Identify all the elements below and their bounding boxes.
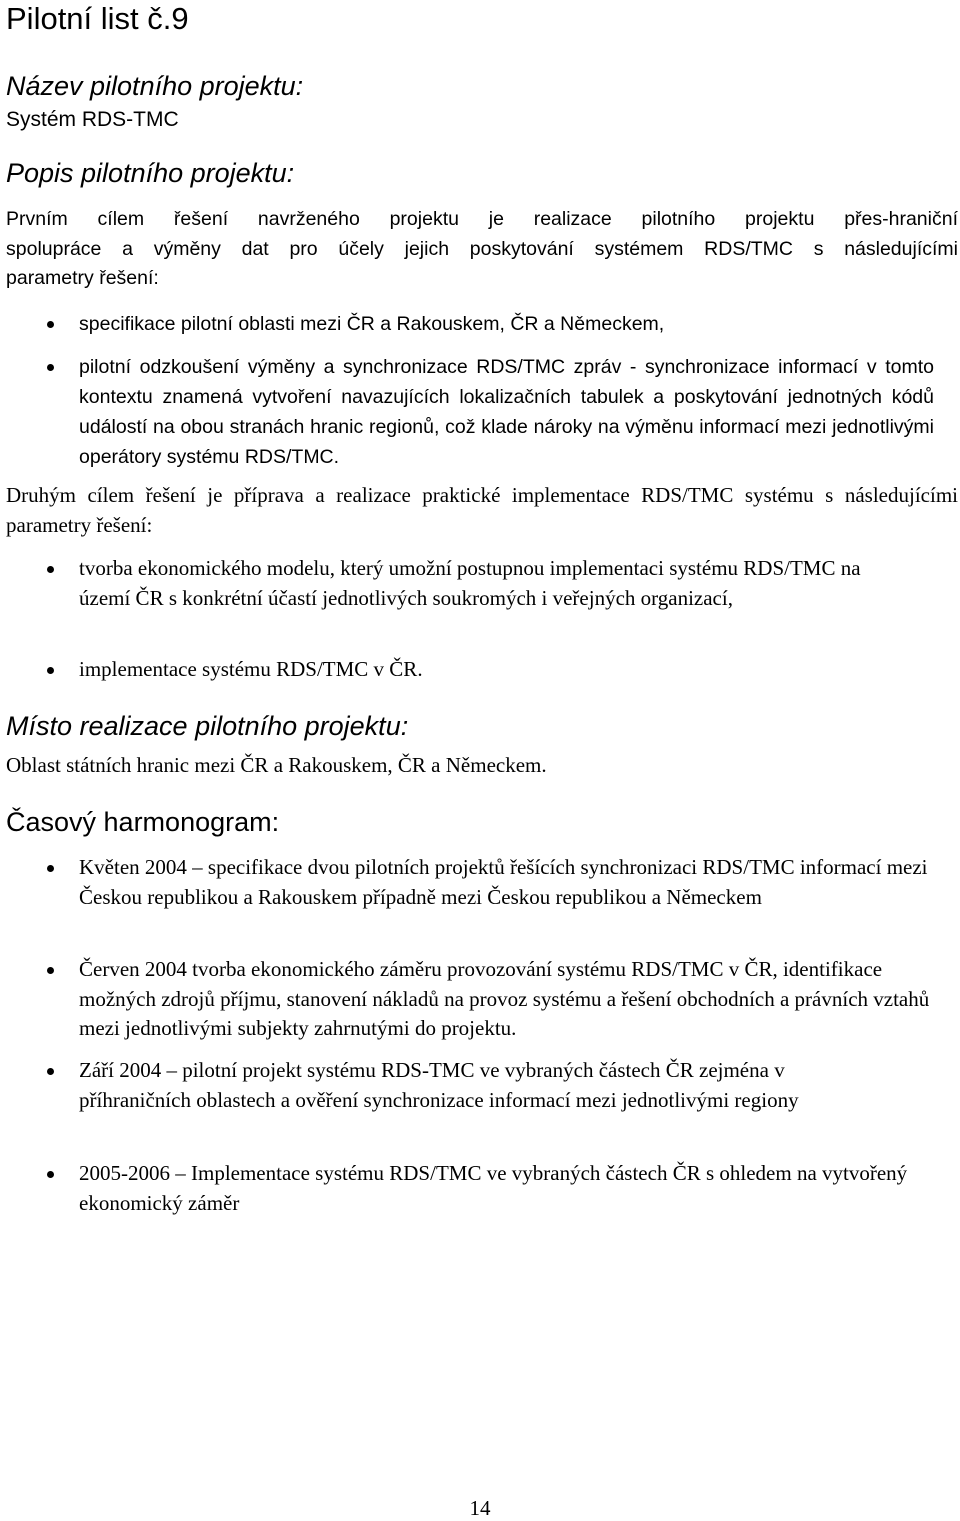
location-heading: Místo realizace pilotního projektu: (6, 711, 409, 741)
bullet-icon (47, 865, 54, 872)
intro-line-2: spolupráce a výměny dat pro účely jejich poskytování systémem RDS/TMC s následujícími (6, 237, 958, 260)
second-goal-paragraph: Druhým cílem řešení je příprava a realizace praktické implementace RDS/TMC systému s následujícími parametry řešení: (6, 483, 958, 537)
second-goal-item-2: implementace systému RDS/TMC v ČR. (79, 657, 423, 681)
bullet-icon (47, 667, 54, 674)
schedule-heading: Časový harmonogram: (6, 807, 280, 837)
bullet-icon (47, 1068, 54, 1075)
first-goal-intro (6, 205, 958, 294)
project-name-value: Systém RDS-TMC (6, 108, 179, 131)
second-goal-item-1: tvorba ekonomického modelu, který umožní postupnou implementaci systému RDS/TMC na území ČR s konkrétní účastí jednotlivých soukromých i veřejných organizací, (79, 556, 861, 610)
list-item (79, 1056, 899, 1115)
list-item (79, 955, 941, 1044)
schedule-item-1: Květen 2004 – specifikace dvou pilotních projektů řešících synchronizaci RDS/TMC informací mezi Českou republikou a Rakouskem případně mezi Českou republikou a Německem (79, 855, 928, 909)
location-value: Oblast státních hranic mezi ČR a Rakouskem, ČR a Německem. (6, 753, 547, 777)
list-item (79, 853, 944, 912)
bullet-icon (47, 967, 54, 974)
bullet-icon (47, 566, 54, 573)
page-number: 14 (469, 1496, 491, 1520)
bullet-icon (47, 364, 54, 371)
first-goal-item-2: pilotní odzkoušení výměny a synchronizace RDS/TMC zpráv - synchronizace informací v tomto kontextu znamená vytvoření navazujících lokalizačních tabulek a poskytování jednotných kódů událostí na obou stranách hranic regionů, což klade nároky na výměnu informací mezi jednotlivými operátory systému RDS/TMC. (79, 356, 934, 468)
list-item (79, 309, 941, 339)
page-title: Pilotní list č.9 (6, 1, 189, 36)
list-item (79, 554, 909, 613)
schedule-item-3: Září 2004 – pilotní projekt systému RDS-TMC ve vybraných částech ČR zejména v příhraničních oblastech a ověření synchronizace informací mezi jednotlivými regiony (79, 1058, 799, 1112)
list-item (79, 1159, 949, 1218)
list-item (79, 352, 934, 472)
project-name-heading: Název pilotního projektu: (6, 71, 304, 101)
list-item (79, 655, 941, 685)
first-goal-item-1: specifikace pilotní oblasti mezi ČR a Rakouskem, ČR a Německem, (79, 313, 665, 335)
bullet-icon (47, 321, 54, 328)
project-description-heading: Popis pilotního projektu: (6, 158, 295, 188)
schedule-item-2: Červen 2004 tvorba ekonomického záměru provozování systému RDS/TMC v ČR, identifikace možných zdrojů příjmu, stanovení nákladů na provoz systému a řešení obchodních a právních vztahů mezi jednotlivými subjekty zahrnutými do projektu. (79, 957, 930, 1040)
bullet-icon (47, 1171, 54, 1178)
schedule-item-4: 2005-2006 – Implementace systému RDS/TMC ve vybraných částech ČR s ohledem na vytvořený ekonomický záměr (79, 1161, 908, 1215)
intro-line-1: Prvním cílem řešení navrženého projektu je realizace pilotního projektu přes-hraniční (6, 208, 958, 230)
intro-line-3: parametry řešení: (6, 267, 159, 289)
